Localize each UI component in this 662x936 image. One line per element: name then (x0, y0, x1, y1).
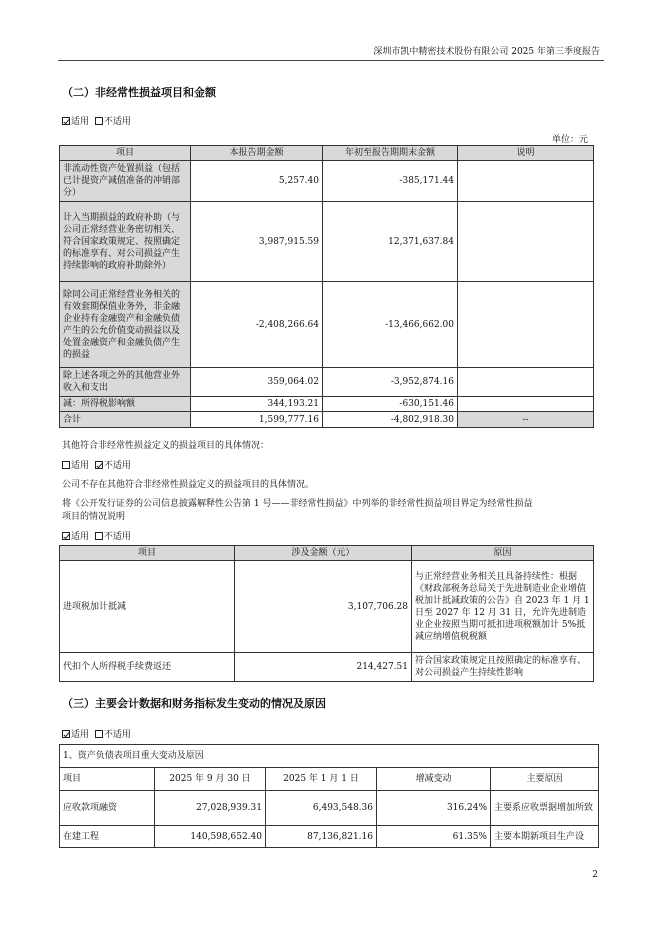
applicable-label: 适用 (71, 532, 90, 542)
checked-box-icon (62, 117, 70, 125)
col-header: 涉及金额（元） (235, 546, 412, 561)
row-item: 进项税加计抵减 (60, 561, 235, 653)
row-ytd: -385,171.44 (323, 161, 458, 202)
row-current: 5,257.40 (191, 161, 323, 202)
table-row (60, 368, 594, 397)
unchecked-box-icon (95, 532, 103, 540)
row-note (458, 397, 594, 412)
not-applicable-label: 不适用 (103, 117, 131, 127)
row-item: 除上述各项之外的其他营业外收入和支出 (60, 368, 191, 397)
table-row (60, 282, 594, 368)
table-row (60, 561, 594, 653)
applicable-label: 适用 (71, 117, 90, 127)
unit-label: 单位：元 (551, 135, 588, 145)
row-amount: 214,427.51 (235, 653, 412, 682)
reclass-text-line2: 项目的情况说明 (62, 512, 126, 522)
row-ytd: -3,952,874.16 (323, 368, 458, 397)
row-current: 344,193.21 (191, 397, 323, 412)
row-item: 应收款项融资 (60, 791, 155, 826)
header-divider (58, 60, 604, 61)
table-row (60, 826, 599, 848)
applicable-label: 适用 (71, 730, 90, 740)
row-note (458, 161, 594, 202)
row-item: 代扣个人所得税手续费返还 (60, 653, 235, 682)
col-header: 说明 (458, 146, 594, 161)
table-row (60, 161, 594, 202)
row-ytd: -630,151.46 (323, 397, 458, 412)
col-header: 2025 年 9 月 30 日 (155, 768, 266, 791)
row-reason: 主要系应收票据增加所致 (491, 791, 599, 826)
row-amount: 3,107,706.28 (235, 561, 412, 653)
unchecked-box-icon (95, 117, 103, 125)
no-other-text: 公司不存在其他符合非经常性损益定义的损益项目的具体情况。 (62, 480, 315, 490)
row-begin-value: 6,493,548.36 (266, 791, 377, 826)
applicable-row-1 (62, 114, 131, 127)
row-item: 在建工程 (60, 826, 155, 848)
table-header-row (60, 546, 594, 561)
applicable-row-2 (62, 458, 131, 471)
checked-box-icon (62, 730, 70, 738)
row-item: 计入当期损益的政府补助（与公司正常经营业务密切相关、符合国家政策规定、按照确定的标准享有、对公司损益产生持续影响的政府补助除外） (60, 202, 191, 282)
section-title-nonrecurring: （二）非经常性损益项目和金额 (62, 86, 216, 99)
report-header: 深圳市凯中精密技术股份有限公司 2025 年第三季度报告 (373, 47, 600, 57)
row-current: 359,064.02 (191, 368, 323, 397)
not-applicable-label: 不适用 (103, 730, 131, 740)
col-header: 主要原因 (491, 768, 599, 791)
row-reason: 与正常经营业务相关且具备持续性：根据《财政部税务总局关于先进制造业企业增值税加计抵减政策的公告》自 2023 年 1 月 1 日至 2027 年 12 月 31 日，允许先进制造业企业按照当期可抵扣进项税额加计 5%抵减应纳增值税税额 (412, 561, 594, 653)
row-current: 1,599,777.16 (191, 412, 323, 428)
row-item: 合计 (60, 412, 191, 428)
row-ytd: -13,466,662.00 (323, 282, 458, 368)
unchecked-box-icon (62, 461, 70, 469)
col-header: 项目 (60, 768, 155, 791)
row-change: 316.24% (377, 791, 491, 826)
table-header-row (60, 768, 599, 791)
row-item: 非流动性资产处置损益（包括已计提资产减值准备的冲销部分） (60, 161, 191, 202)
unchecked-box-icon (95, 730, 103, 738)
row-end-value: 140,598,652.40 (155, 826, 266, 848)
col-header: 2025 年 1 月 1 日 (266, 768, 377, 791)
col-header: 增减变动 (377, 768, 491, 791)
applicable-label: 适用 (71, 461, 90, 471)
row-begin-value: 87,136,821.16 (266, 826, 377, 848)
row-end-value: 27,028,939.31 (155, 791, 266, 826)
row-ytd: -4,802,918.30 (323, 412, 458, 428)
col-header: 原因 (412, 546, 594, 561)
table-row (60, 397, 594, 412)
col-header: 本报告期金额 (191, 146, 323, 161)
row-note: -- (458, 412, 594, 428)
not-applicable-label: 不适用 (103, 461, 131, 471)
not-applicable-label: 不适用 (103, 532, 131, 542)
row-note (458, 282, 594, 368)
section-title-changes: （三）主要会计数据和财务指标发生变动的情况及原因 (62, 697, 326, 710)
table-title-row (60, 745, 599, 768)
row-current: 3,987,915.59 (191, 202, 323, 282)
applicable-row-4 (62, 727, 131, 740)
applicable-row-3 (62, 529, 131, 542)
reclass-text-line1: 将《公开发行证券的公司信息披露解释性公告第 1 号——非经常性损益》中列举的非经常性损益项目界定为经常性损益 (62, 499, 533, 509)
other-def-text: 其他符合非经常性损益定义的损益项目的具体情况： (62, 441, 270, 451)
reclassified-items-table (59, 545, 594, 682)
col-header: 年初至报告期期末金额 (323, 146, 458, 161)
row-note (458, 368, 594, 397)
balance-sheet-changes-table (59, 744, 599, 848)
row-reason: 符合国家政策规定且按照确定的标准享有、对公司损益产生持续性影响 (412, 653, 594, 682)
row-change: 61.35% (377, 826, 491, 848)
table-header-row (60, 146, 594, 161)
col-header: 项目 (60, 146, 191, 161)
checked-box-icon (95, 461, 103, 469)
row-item: 减：所得税影响额 (60, 397, 191, 412)
table-row (60, 791, 599, 826)
table-row (60, 653, 594, 682)
table-total-row (60, 412, 594, 428)
checked-box-icon (62, 532, 70, 540)
row-ytd: 12,371,637.84 (323, 202, 458, 282)
nonrecurring-table (59, 145, 594, 428)
row-item: 除同公司正常经营业务相关的有效套期保值业务外，非金融企业持有金融资产和金融负债产生的公允价值变动损益以及处置金融资产和金融负债产生的损益 (60, 282, 191, 368)
row-note (458, 202, 594, 282)
col-header: 项目 (60, 546, 235, 561)
table-title: 1、资产负债表项目重大变动及原因 (60, 745, 599, 768)
table-row (60, 202, 594, 282)
page-number: 2 (592, 870, 598, 880)
row-current: -2,408,266.64 (191, 282, 323, 368)
row-reason: 主要本期新项目生产设 (491, 826, 599, 848)
